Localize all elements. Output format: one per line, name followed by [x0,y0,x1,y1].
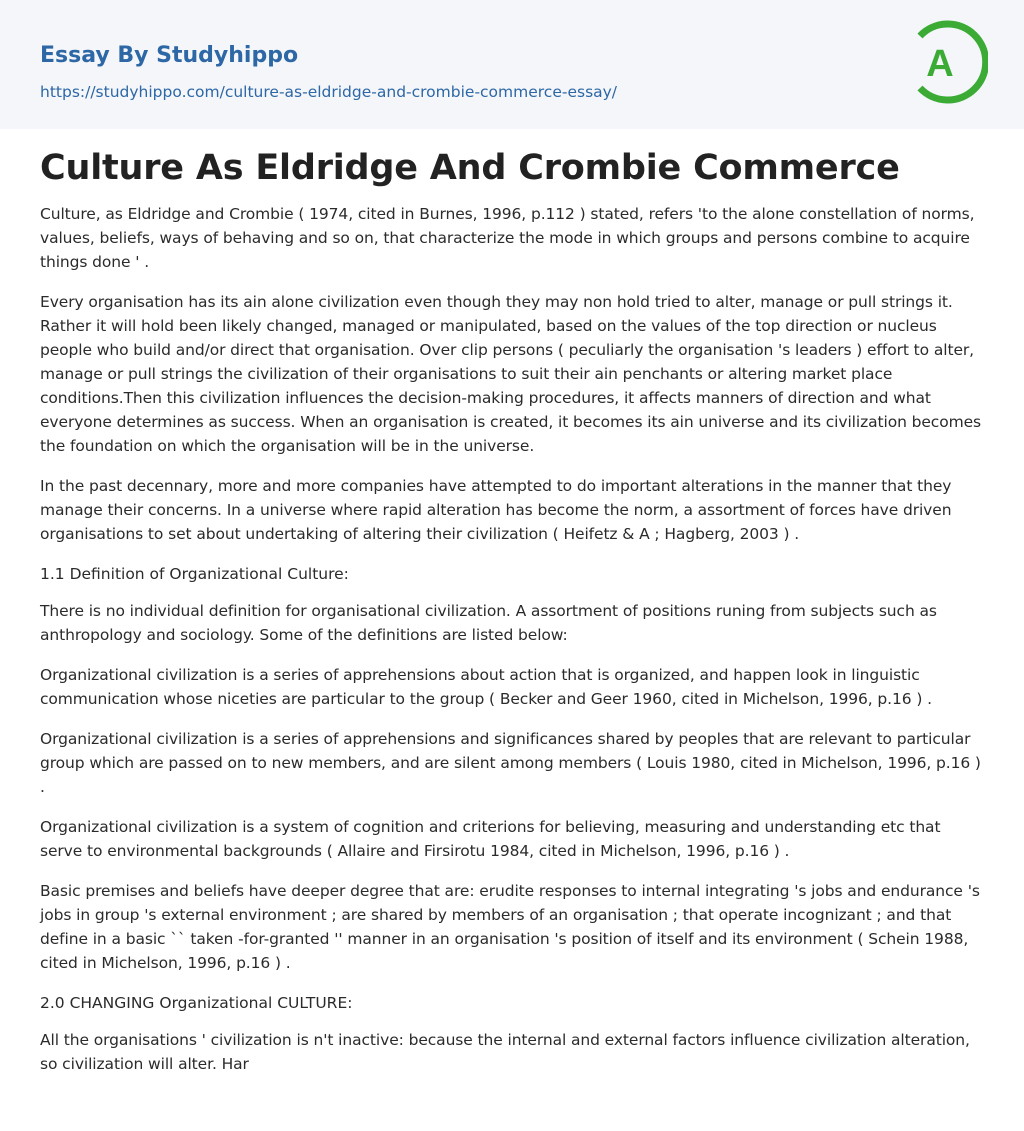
logo-letter: A [926,43,954,85]
article-paragraph: Organizational civilization is a system of cognition and criterions for believing, measuring and understanding etc that serve to environmental backgrounds ( Allaire and Firsirotu 1984, cited in Michelson, 1996, p.16 ) . [40,818,941,860]
article-paragraph: Culture, as Eldridge and Crombie ( 1974, cited in Burnes, 1996, p.112 ) stated, refers 'to the alone constellation of norms, values, beliefs, ways of behaving and so on, that characterize the mode in which groups and persons combine to acquire things done ' . [40,205,975,271]
article-title: Culture As Eldridge And Crombie Commerce [40,148,900,188]
article-paragraph: Organizational civilization is a series of apprehensions and significances shared by peoples that are relevant to particular group which are passed on to new members, and are silent among members ( Louis 1980, cited in Michelson, 1996, p.16 ) . [40,730,981,796]
article-paragraph: There is no individual definition for organisational civilization. A assortment of positions runing from subjects such as anthropology and sociology. Some of the definitions are listed below: [40,602,937,644]
site-brand[interactable]: Essay By Studyhippo [40,43,299,68]
article-paragraph: Basic premises and beliefs have deeper degree that are: erudite responses to internal integrating 's jobs and endurance 's jobs in group 's external environment ; are shared by members of an organisation ; that operate incognizant ; and that define in a basic `` taken -for-granted '' manner in an organisation 's position of itself and its environment ( Schein 1988, cited in Michelson, 1996, p.16 ) . [40,882,980,972]
article-paragraph: All the organisations ' civilization is n't inactive: because the internal and external factors influence civilization alteration, so civilization will alter. Har [40,1031,970,1073]
article-paragraph: Organizational civilization is a series of apprehensions about action that is organized, and happen look in linguistic communication whose niceties are particular to the group ( Becker and Geer 1960, cited in Michelson, 1996, p.16 ) . [40,666,932,708]
article [0,146,1024,1076]
article-paragraph: In the past decennary, more and more companies have attempted to do important alterations in the manner that they manage their concerns. In a universe where rapid alteration has become the norm, a assortment of forces have driven organisations to set about undertaking of altering their civilization ( Heifetz & A ; Hagberg, 2003 ) . [40,477,952,543]
studyhippo-logo-icon[interactable] [910,18,988,106]
article-url-link[interactable]: https://studyhippo.com/culture-as-eldridge-and-crombie-commerce-essay/ [40,83,618,101]
article-paragraph: Every organisation has its ain alone civilization even though they may non hold tried to alter, manage or pull strings it. Rather it will hold been likely changed, managed or manipulated, based on the values of the top direction or nucleus people who build and/or direct that organisation. Over clip persons ( peculiarly the organisation 's leaders ) effort to alter, manage or pull strings the civilization of their organisations to suit their ain penchants or altering market place conditions.Then this civilization influences the decision-making procedures, it affects manners of direction and what everyone determines as success. When an organisation is created, it becomes its ain universe and its civilization becomes the foundation on which the organisation will be in the universe. [40,293,982,455]
section-heading-definition: 1.1 Definition of Organizational Culture: [40,565,349,583]
site-header [0,0,1024,129]
section-heading-changing-culture: 2.0 CHANGING Organizational CULTURE: [40,994,353,1012]
